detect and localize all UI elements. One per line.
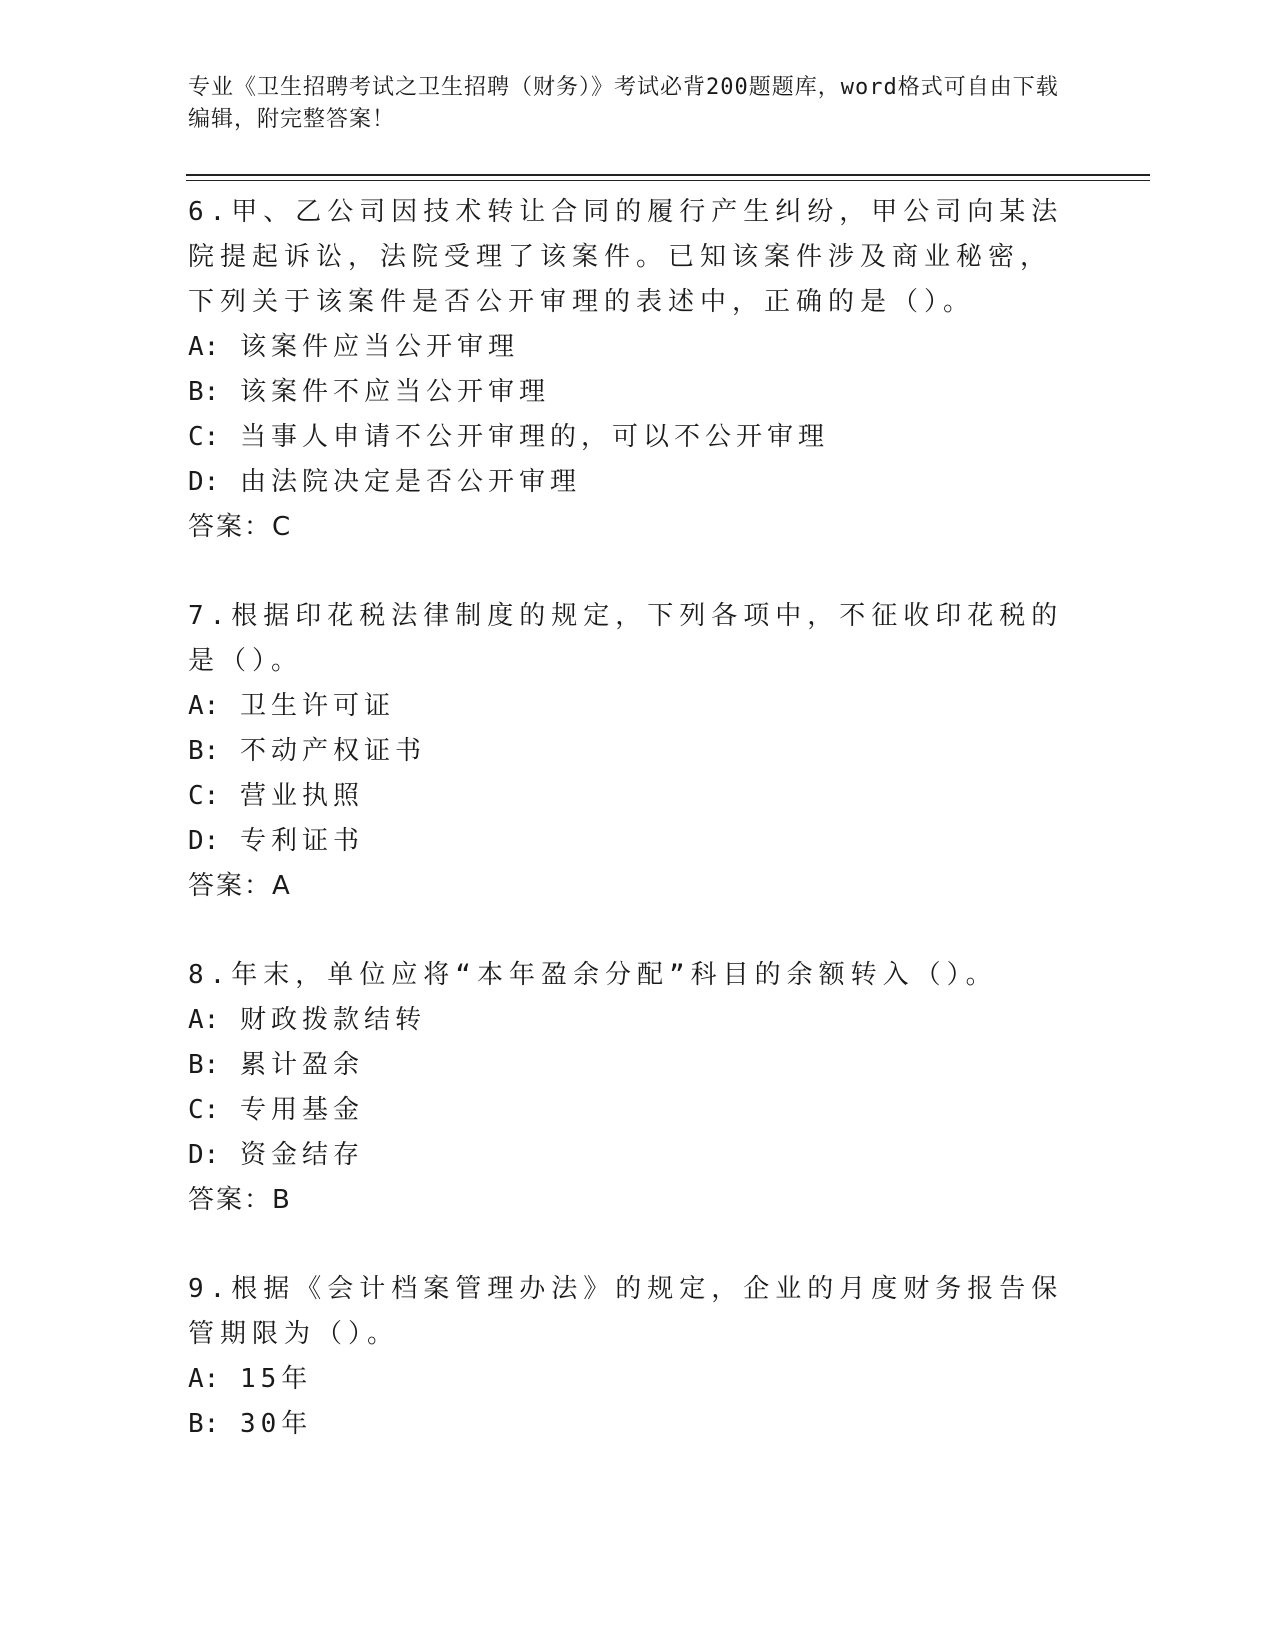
option-text: 专用基金 xyxy=(239,1095,364,1125)
question-6 xyxy=(188,190,1068,550)
question-stem: 7.根据印花税法律制度的规定，下列各项中，不征收印花税的是（）。 xyxy=(188,601,1064,676)
option-letter: B: xyxy=(188,736,220,766)
option-c xyxy=(188,415,1068,460)
option-text: 营业执照 xyxy=(239,781,364,811)
option-letter: C: xyxy=(188,781,220,811)
option-c xyxy=(188,774,1068,819)
option-text: 不动产权证书 xyxy=(239,736,426,766)
question-7 xyxy=(188,594,1068,909)
option-letter: A: xyxy=(188,332,220,362)
document-header xyxy=(188,72,1068,136)
option-letter: C: xyxy=(188,1095,220,1125)
option-letter: B: xyxy=(188,377,220,407)
option-d xyxy=(188,1133,1068,1178)
header-divider-thick xyxy=(186,174,1150,176)
option-a xyxy=(188,325,1068,370)
question-stem: 9.根据《会计档案管理办法》的规定，企业的月度财务报告保管期限为（）。 xyxy=(188,1274,1064,1349)
header-title: 专业《卫生招聘考试之卫生招聘（财务）》考试必背200题题库，word格式可自由下载编辑，附完整答案！ xyxy=(188,75,1059,132)
option-text: 由法院决定是否公开审理 xyxy=(239,467,581,497)
question-stem: 6.甲、乙公司因技术转让合同的履行产生纠纷，甲公司向某法院提起诉讼，法院受理了该案件。已知该案件涉及商业秘密，下列关于该案件是否公开审理的表述中，正确的是（）。 xyxy=(188,197,1064,317)
option-letter: D: xyxy=(188,467,220,497)
option-text: 累计盈余 xyxy=(239,1050,364,1080)
option-text: 该案件不应当公开审理 xyxy=(239,377,550,407)
question-8 xyxy=(188,953,1068,1223)
option-text: 卫生许可证 xyxy=(239,691,395,721)
option-b xyxy=(188,370,1068,415)
answer-line: 答案：B xyxy=(188,1185,292,1215)
option-text: 当事人申请不公开审理的，可以不公开审理 xyxy=(239,422,829,452)
header-divider-thin xyxy=(186,180,1150,181)
option-letter: A: xyxy=(188,691,220,721)
option-letter: A: xyxy=(188,1005,220,1035)
option-a xyxy=(188,684,1068,729)
option-letter: B: xyxy=(188,1050,220,1080)
option-text: 15年 xyxy=(239,1364,313,1394)
option-letter: D: xyxy=(188,1140,220,1170)
option-a xyxy=(188,998,1068,1043)
question-list xyxy=(188,190,1068,1491)
option-b xyxy=(188,1043,1068,1088)
option-d xyxy=(188,460,1068,505)
option-d xyxy=(188,819,1068,864)
question-stem: 8.年末，单位应将“本年盈余分配”科目的余额转入（）。 xyxy=(188,960,998,990)
question-9 xyxy=(188,1267,1068,1447)
option-c xyxy=(188,1088,1068,1133)
option-b xyxy=(188,1402,1068,1447)
option-letter: A: xyxy=(188,1364,220,1394)
option-letter: C: xyxy=(188,422,220,452)
answer-line: 答案：A xyxy=(188,871,292,901)
option-letter: B: xyxy=(188,1409,220,1439)
answer-line: 答案：C xyxy=(188,512,293,542)
option-b xyxy=(188,729,1068,774)
option-a xyxy=(188,1357,1068,1402)
option-text: 该案件应当公开审理 xyxy=(239,332,519,362)
option-letter: D: xyxy=(188,826,220,856)
option-text: 30年 xyxy=(239,1409,313,1439)
option-text: 资金结存 xyxy=(239,1140,364,1170)
option-text: 财政拨款结转 xyxy=(239,1005,426,1035)
option-text: 专利证书 xyxy=(239,826,364,856)
